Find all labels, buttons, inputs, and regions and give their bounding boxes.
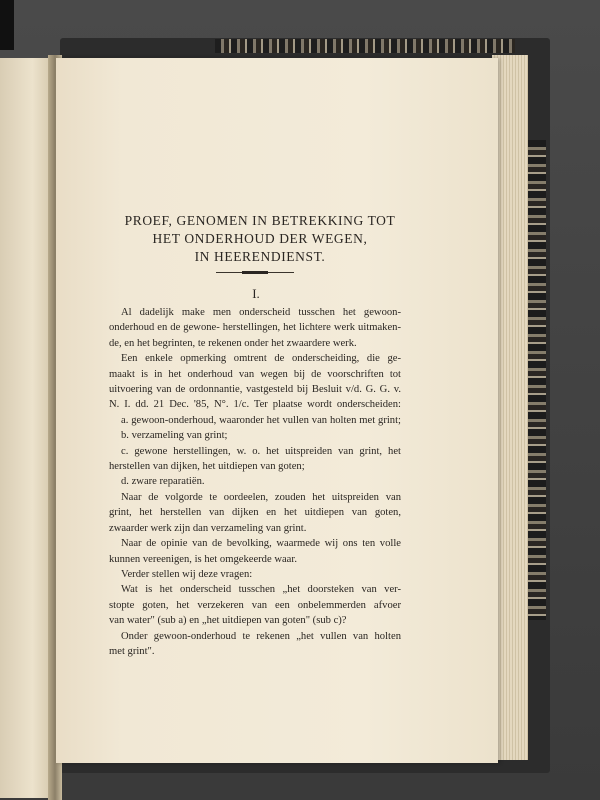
- text-line: zwaarder werk zijn dan verzameling van grint.: [109, 522, 307, 534]
- text-line: herstellen van dijken, het uitdiepen van goten;: [109, 461, 305, 473]
- marbled-cover-right: [528, 140, 546, 620]
- text-line: Een enkele opmerking omtrent de onderscheiding, die ge-: [121, 353, 401, 365]
- text-line: Naar de volgorde te oordeelen, zouden het uitspreiden van: [121, 491, 401, 503]
- text-line: uitvoering van de ordonnantie, vastgesteld bij Besluit v/d. G. G. v.: [109, 384, 401, 396]
- text-line: a. gewoon-onderhoud, waaronder het vullen van holten met grint;: [121, 414, 401, 426]
- text-line: van water" (sub a) en „het uitdiepen van goten" (sub c)?: [109, 615, 347, 627]
- title-ornament: [216, 271, 294, 274]
- body-text: [109, 305, 401, 659]
- title-line: IN HEERENDIENST.: [194, 249, 326, 264]
- text-line: Verder stellen wij deze vragen:: [121, 568, 253, 580]
- text-line: N. I. dd. 21 Dec. '85, N°. 1/c. Ter plaatse wordt onderscheiden:: [109, 399, 401, 411]
- text-line: d. zware reparatiën.: [121, 476, 205, 488]
- text-line: grint, het herstellen van dijken en het uitdiepen van goten,: [109, 507, 401, 519]
- left-page: [0, 58, 54, 798]
- text-line: onderhoud en de gewone- herstellingen, het lichtere werk uitmaken-: [109, 322, 401, 334]
- chapter-title: [110, 212, 410, 266]
- text-line: de, en het begrinten, te rekenen onder het zwaardere werk.: [109, 337, 357, 349]
- text-line: stopte goten, het verzekeren van een onbelemmerden afvoer: [109, 599, 401, 611]
- text-line: Naar de opinie van de bevolking, waarmede wij ons ten volle: [121, 538, 401, 550]
- text-line: met grint".: [109, 645, 155, 657]
- text-line: kunnen vereenigen, is het omgekeerde waar.: [109, 553, 297, 565]
- marbled-cover-top: [215, 39, 515, 53]
- title-line: HET ONDERHOUD DER WEGEN,: [152, 231, 368, 246]
- text-line: c. gewone herstellingen, w. o. het uitspreiden van grint, het: [121, 445, 401, 457]
- text-line: maakt is in het onderhoud van wegen bij de voorschriften tot: [109, 368, 401, 380]
- text-line: b. verzameling van grint;: [121, 430, 228, 442]
- text-line: Al dadelijk make men onderscheid tusschen het gewoon-: [121, 307, 401, 318]
- text-line: Onder gewoon-onderhoud te rekenen „het vullen van holten: [121, 630, 401, 642]
- text-line: Wat is het onderscheid tusschen „het doorsteken van ver-: [121, 584, 401, 596]
- title-line: PROEF, GENOMEN IN BETREKKING TOT: [124, 213, 396, 228]
- section-number: I.: [252, 286, 260, 301]
- spine-shadow: [0, 0, 14, 50]
